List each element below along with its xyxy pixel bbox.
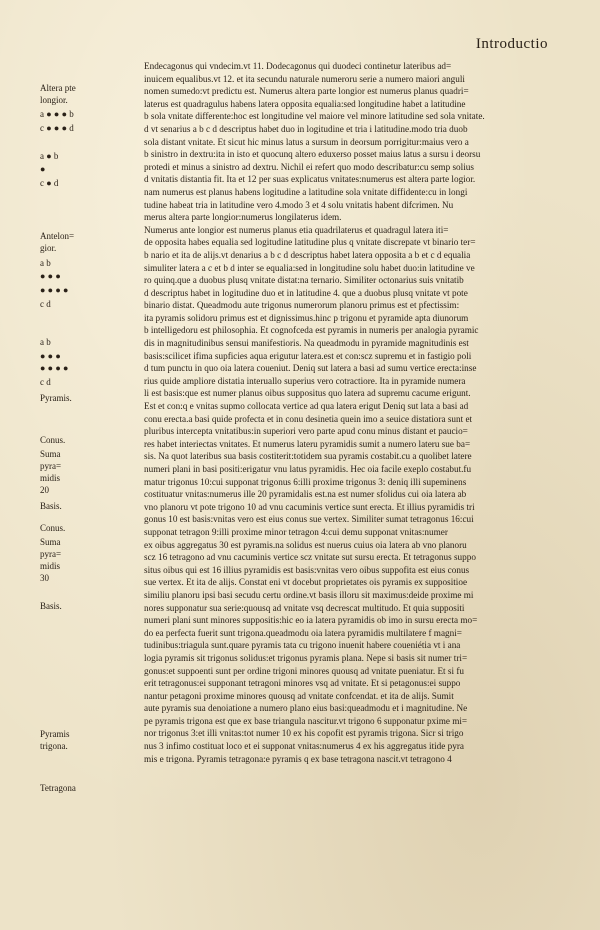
text-line: dis in magnitudinibus sensui manifestioris. Na queadmodu in pyramide magnitudinis est — [144, 338, 469, 349]
margin-note: longior. — [40, 95, 68, 105]
margin-note: c ● ● ● d — [40, 123, 74, 133]
text-line: Numerus ante longior est numerus planus etia quadrilaterus et quadragul latera iti= — [144, 224, 449, 235]
margin-note: Antelon= — [40, 231, 75, 241]
margin-note: Altera pte — [40, 83, 76, 93]
text-line: merus altera parte longior:numerus longilaterus idem. — [144, 212, 342, 223]
margin-note: trigona. — [40, 741, 68, 751]
text-line: nantur petagoni proxime minores quousq ad vnitate confcendat. et ita de alijs. Sumit — [144, 690, 454, 701]
text-line: d descriptus habet in logitudine duo et in latitudine 4. que a duobus plusq vnitate vt pote — [144, 287, 468, 298]
margin-note: c d — [40, 377, 51, 387]
text-line: mis e trigona. Pyramis tetragona:e pyramis q ex base tetragona nascit.vt tetragono 4 — [144, 753, 452, 764]
margin-note: Basis. — [40, 501, 62, 511]
text-line: li est basis:que est numer planus oibus suppositus quo latera ad supremu cacume erigunt. — [144, 388, 471, 399]
margin-note: Tetragona — [40, 783, 76, 793]
text-line: rius quide ampliore distatia interuallo superius vero cotractiore. Ita in pyramide numera — [144, 375, 466, 386]
text-line: b intelligedoru est philosophia. Et cognofceda est pyramis in numeris per analogia pyramic — [144, 325, 479, 336]
margin-note: c d — [40, 299, 51, 309]
text-line: sola distant vnitate. Et sicut hic minus latus a sursum in deorsum porrigitur:maius vero a — [144, 136, 469, 147]
margin-note: 20 — [40, 485, 49, 495]
margin-note: a b — [40, 258, 51, 268]
margin-note: pyra= — [40, 549, 62, 559]
main-text-column — [144, 60, 584, 765]
margin-note: gior. — [40, 243, 57, 253]
text-line: pluribus intercepta vnitatibus:in superiori vero parte apud conu minus distant et paucio= — [144, 426, 468, 437]
text-line: Est et con:q e vnitas supmo collocata vertice ad qua latera erigut Deniq sut lata a basi ad — [144, 401, 469, 412]
margin-note: ● ● ● — [40, 271, 61, 281]
margin-note: midis — [40, 561, 61, 571]
margin-note: Basis. — [40, 601, 62, 611]
margin-note: a ● ● ● b — [40, 109, 74, 119]
text-line: erit tetragonus:ei supponant tetragoni minores vsq ad vnitate. Et si petagonus:ei suppo — [144, 678, 461, 689]
text-line: nomen sumedo:vt predictu est. Numerus altera parte longior est numerus planus quadri= — [144, 86, 469, 97]
margin-note: ● ● ● — [40, 351, 61, 361]
margin-note: Pyramis — [40, 729, 70, 739]
text-line: tudine habeat tria in latitudine vero 4.modo 3 et 4 solu vnitatis habent difcrimen. Nu — [144, 199, 454, 210]
margin-note: ● — [40, 164, 46, 174]
text-line: res habet interiectas vnitates. Et numerus lateru pyramidis sumit a numero lateru sue ba= — [144, 438, 471, 449]
text-line: inuicem equalibus.vt 12. et ita secundu naturale numeroru serie a numero maiori anguli — [144, 73, 465, 84]
text-line: nam numerus est planus habens logitudine a latitudine sola vnitate diffidente:cu in longi — [144, 186, 468, 197]
text-line: do ea perfecta fuerit sunt trigona.queadmodu oia latera pyramidis multilatere f magni= — [144, 627, 462, 638]
text-line: ex oibus aggregatus 30 est pyramis.na solidus est nuerus cuius oia latera ab vno planoru — [144, 539, 467, 550]
text-line: gonus 10 est basis:vnitas vero est eius conus sue vertex. Similiter sumat tetragonus 16:cui — [144, 514, 474, 525]
margin-note: pyra= — [40, 461, 62, 471]
margin-note: Conus. — [40, 523, 66, 533]
text-line: sue vertex. Et ita de alijs. Constat eni vt docebut proprietates ois pyramis ex suppositioe — [144, 577, 468, 588]
margin-note: a ● b — [40, 151, 59, 161]
margin-note: ● ● ● ● — [40, 285, 69, 295]
text-line: Endecagonus qui vndecim.vt 11. Dodecagonus qui duodeci continetur lateribus ad= — [144, 61, 452, 71]
text-line: gonus:et suppoenti sunt per ordine trigoni minores quousq ad vnitate pueniatur. Et si fu — [144, 665, 464, 676]
margin-note: c ● d — [40, 178, 59, 188]
text-line: vno planoru vt pote trigono 10 ad vnu cacuminis vertice sunt erecta. Et illius pyramidis tri — [144, 501, 475, 512]
text-line: ita pyramis solidoru primus est et dignissimus.hinc p trigonu et pyramide apta diunorum — [144, 312, 469, 323]
text-line: nor trigonus 3:et illi vnitas:tot numer 10 ex his copofit est pyramis trigona. Sicr si trigo — [144, 728, 464, 739]
text-line: b nario et ita de alijs.vt denarius a b c d descriptus habet latera opposita a b et c d equalia — [144, 249, 471, 260]
text-line: logia pyramis sit trigonus solidus:et trigonus pyramis plana. Nepe si basis sit numer tri= — [144, 652, 468, 663]
text-line: ro quinq.que a duobus plusq vnitate distat:na ternario. Similiter octonarius suis vnitatib — [144, 275, 464, 286]
text-line: nores supponatur sua serie:quousq ad vnitate vsq decrescat multitudo. Et quia suppositi — [144, 602, 465, 613]
margin-note: Conus. — [40, 435, 66, 445]
text-line: basis:scilicet ifima supficies aqua erigutur latera.est et con:scz supremu et in fastigio poli — [144, 350, 472, 361]
text-line: protedi et minus a sinistro ad dextru. Nichil ei refert quo modo describatur:cu semp solius — [144, 161, 474, 172]
margin-note: midis — [40, 473, 61, 483]
text-line: sis. Na quot lateribus sua basis costiterit:totidem sua pyramis costabit.cu a quolibet latere — [144, 451, 472, 462]
running-head: Introductio — [475, 36, 548, 52]
text-line: numeri plani sunt minores suppositis:hic eo ia latera pyramidis ob imo in sursu erecta mo= — [144, 615, 478, 626]
margin-note: Suma — [40, 537, 61, 547]
margin-note: a b — [40, 337, 51, 347]
text-line: simuliter latera a c et b d inter se equalia:sed in longitudine solu habet duo:in latitudine ve — [144, 262, 475, 273]
text-line: nus 3 infimo costituat loco et ei supponat vnitas:numerus 4 ex his aggregatus itide pyra — [144, 741, 464, 752]
text-line: aute pyramis sua denoiatione a numero plano eius basi:queadmodu et i magnitudine. Ne — [144, 703, 468, 714]
text-line: b sinistro in dextru:ita in isto et quocunq altero eduxerso posset maius latus a sursu i deorsu — [144, 149, 481, 160]
text-line: tudinibus:triagula sunt.quare pyramis tata cu trigono inuenit habere coueniétia vt i ana — [144, 640, 461, 651]
text-line: pe pyramis trigona est que ex base triangula nascitur.vt trigono 6 supponatur pxime mi= — [144, 715, 468, 726]
text-line: numeri plani in basi positi:erigatur vnu latus pyramidis. Hec oia facile exeplo costabut.fu — [144, 464, 472, 474]
text-line: binario distat. Queadmodu aute trigonus numerorum planoru primus est et pfectissim: — [144, 300, 460, 311]
text-line: laterus est quadragulus habens latera opposita equalia:sed longitudine habet a latitudine — [144, 98, 466, 109]
text-line: de opposita habes equalia sed logitudine latitudine plus q vnitate discrepate vt binario ter= — [144, 237, 476, 248]
text-line: costituatur vnitas:numerus ille 20 pyramidalis est.na est numer sfolidus cui oia latera ab — [144, 489, 467, 500]
text-line: similiu planoru ipsi basi secudu certu ordine.vt basis illoru sit maximus:deide proxime mi — [144, 589, 474, 600]
margin-note: ● ● ● ● — [40, 363, 69, 373]
text-line: scz 16 tetragono ad vnu cacuminis vertice scz vnitate sut sursu erecta. Et tetragonus suppo — [144, 552, 476, 563]
text-line: d vt senarius a b c d descriptus habet duo in logitudine et tria i latitudine.modo tria duob — [144, 123, 468, 134]
text-line: situs oibus qui est 16 illius pyramidis est basis:vnitas vero oibus suppofita est eius conus — [144, 564, 470, 575]
margin-note: Suma — [40, 449, 61, 459]
text-line: supponat tetragon 9:illi proxime minor tetragon 4:cui demu supponat vnitas:numer — [144, 526, 448, 537]
text-line: b sola vnitate differente:hoc est longitudine vel maiore vel minore latitudine sed sola vnitate. — [144, 111, 485, 122]
margin-note: 30 — [40, 573, 49, 583]
text-line: d tum punctu in quo oia latera coueniut. Deniq sut latera a basi ad sumu vertice erecta:inse — [144, 363, 477, 374]
text-line: matur trigonus 10:cui supponat trigonus 6:illi proxime trigonus 3: deniq illi supeminens — [144, 476, 467, 487]
margin-note: Pyramis. — [40, 393, 72, 403]
text-line: conu erecta.a basi quide profecta et in conu desinetia quein imo a seuice distatiora sunt et — [144, 413, 473, 424]
text-line: d vnitatis distantia fit. Ita et 12 per suas explicatus vnitates:numerus est altera parte logior. — [144, 174, 476, 185]
